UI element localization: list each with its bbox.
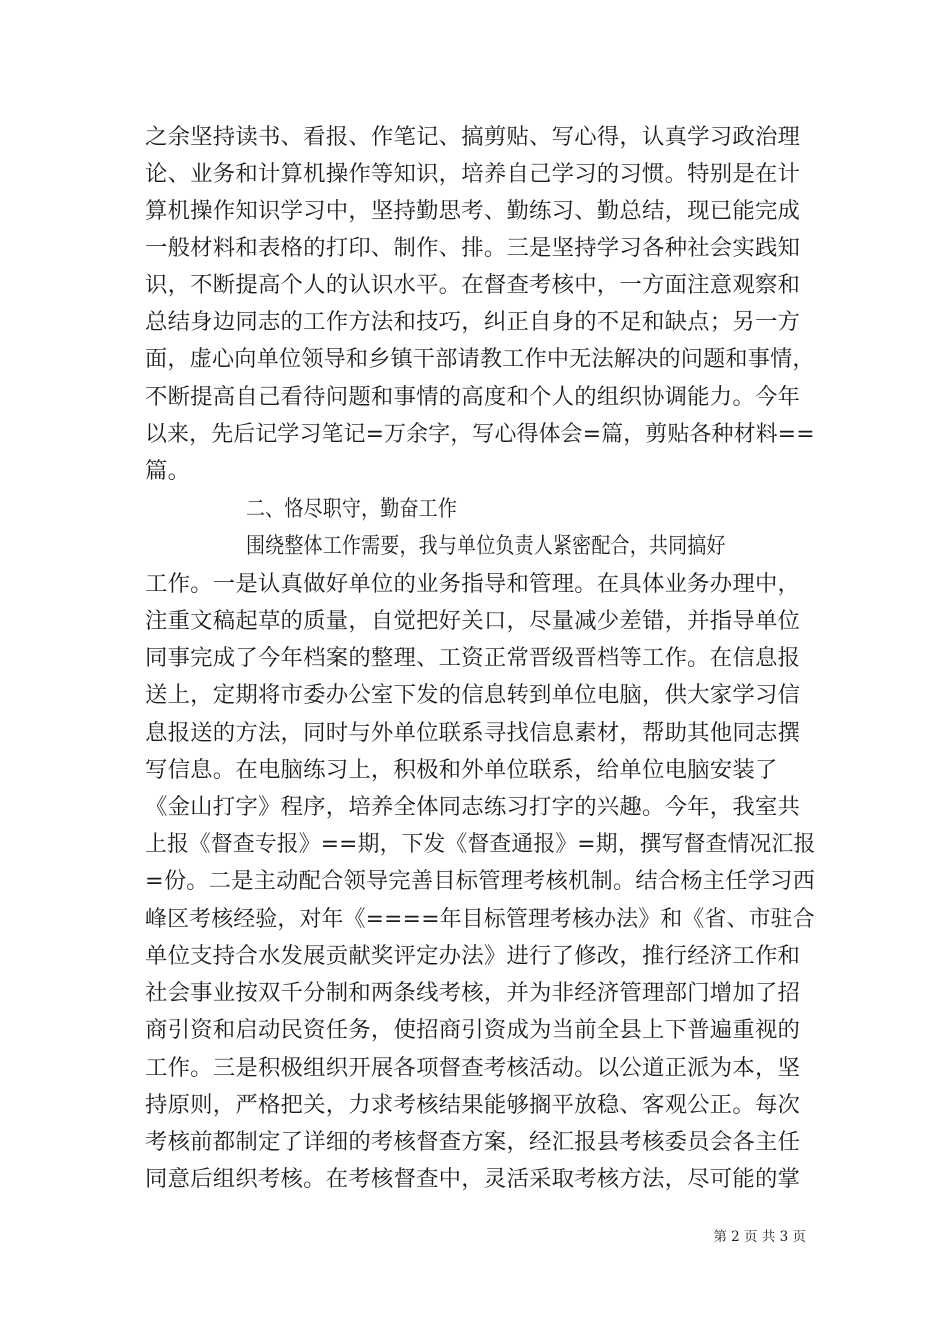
text-line: 不断提高自己看待问题和事情的高度和个人的组织协调能力。今年 xyxy=(145,384,801,410)
section-heading: 二、恪尽职守，勤奋工作 xyxy=(246,496,458,522)
text-line: 息报送的方法，同时与外单位联系寻找信息素材，帮助其他同志撰 xyxy=(145,720,801,746)
text-line: 论、业务和计算机操作等知识，培养自己学习的习惯。特别是在计 xyxy=(145,161,801,187)
text-line: 一般材料和表格的打印、制作、排。三是坚持学习各种社会实践知 xyxy=(145,235,801,261)
text-line: 算机操作知识学习中，坚持勤思考、勤练习、勤总结，现已能完成 xyxy=(145,198,801,224)
text-line: 同意后组织考核。在考核督查中，灵活采取考核方法，尽可能的掌 xyxy=(145,1166,801,1192)
text-line: 商引资和启动民资任务，使招商引资成为当前全县上下普遍重视的 xyxy=(145,1017,801,1043)
text-line: 峰区考核经验，对年《====年目标管理考核办法》和《省、市驻合 xyxy=(145,906,815,932)
text-line: 送上，定期将市委办公室下发的信息转到单位电脑，供大家学习信 xyxy=(145,682,801,708)
text-line: 之余坚持读书、看报、作笔记、搞剪贴、写心得，认真学习政治理 xyxy=(145,124,801,150)
text-line: =份。二是主动配合领导完善目标管理考核机制。结合杨主任学习西 xyxy=(145,868,816,894)
text-line: 考核前都制定了详细的考核督查方案，经汇报县考核委员会各主任 xyxy=(145,1129,801,1155)
text-line: 写信息。在电脑练习上，积极和外单位联系，给单位电脑安装了 xyxy=(145,757,778,783)
text-line: 以来，先后记学习笔记=万余字，写心得体会=篇，剪贴各种材料== xyxy=(145,421,815,447)
text-line: 注重文稿起草的质量，自觉把好关口，尽量减少差错，并指导单位 xyxy=(145,608,801,634)
text-line: 工作。一是认真做好单位的业务指导和管理。在具体业务办理中， xyxy=(145,571,801,597)
text-line: 上报《督查专报》==期，下发《督查通报》=期，撰写督查情况汇报 xyxy=(145,831,816,857)
page-number-footer: 第 2 页 共 3 页 xyxy=(713,1229,806,1245)
text-line: 持原则，严格把关，力求考核结果能够搁平放稳、客观公正。每次 xyxy=(145,1092,801,1118)
text-line: 单位支持合水发展贡献奖评定办法》进行了修改，推行经济工作和 xyxy=(145,943,801,969)
text-line: 篇。 xyxy=(145,458,191,484)
text-line: 识，不断提高个人的认识水平。在督查考核中，一方面注意观察和 xyxy=(145,272,801,298)
text-line: 总结身边同志的工作方法和技巧，纠正自身的不足和缺点；另一方 xyxy=(145,309,801,335)
text-line: 工作。三是积极组织开展各项督查考核活动。以公道正派为本，坚 xyxy=(145,1055,801,1081)
text-line: 社会事业按双千分制和两条线考核，并为非经济管理部门增加了招 xyxy=(145,980,801,1006)
paragraph-first-line: 围绕整体工作需要，我与单位负责人紧密配合，共同搞好 xyxy=(246,533,726,559)
text-line: 同事完成了今年档案的整理、工资正常晋级晋档等工作。在信息报 xyxy=(145,645,801,671)
text-line: 《金山打字》程序，培养全体同志练习打字的兴趣。今年，我室共 xyxy=(145,794,801,820)
text-line: 面，虚心向单位领导和乡镇干部请教工作中无法解决的问题和事情， xyxy=(145,346,815,372)
